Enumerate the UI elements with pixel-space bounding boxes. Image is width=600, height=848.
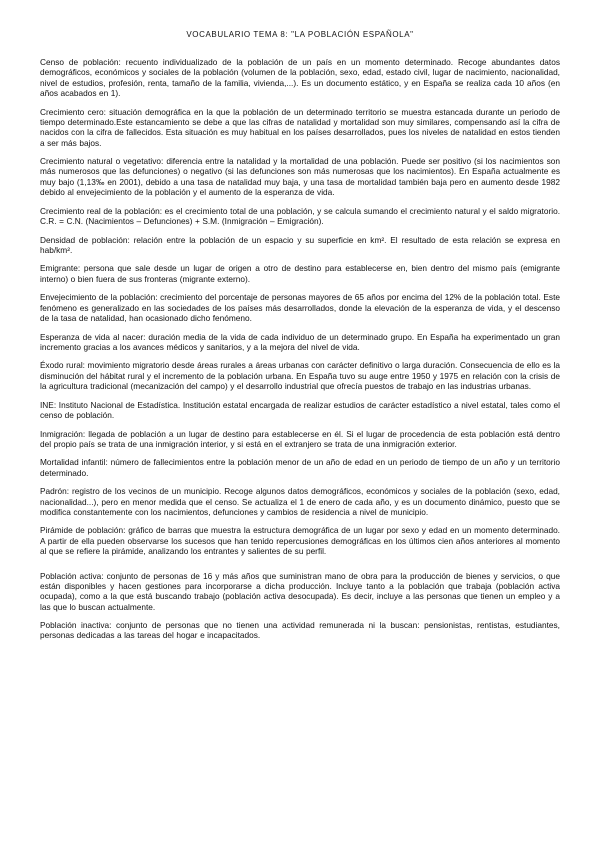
glossary-entry (40, 400, 560, 421)
glossary-entry (40, 457, 560, 478)
entry-definition: conjunto de personas que no tienen una actividad remunerada ni la buscan: pensionistas, rentistas, estudiantes, personas dedicadas a las tareas del hogar e incapacitados. (40, 620, 560, 641)
entry-definition: número de fallecimientos entre la población menor de un año de edad en un periodo de tiempo de un año y un territorio determinado. (40, 457, 561, 478)
glossary-entry (40, 292, 560, 323)
entry-term: Población inactiva: (40, 620, 112, 631)
glossary-entry (40, 525, 560, 556)
entry-term: Esperanza de vida al nacer: (40, 331, 146, 342)
glossary-entry (40, 235, 560, 256)
glossary-entry (40, 263, 560, 284)
entry-definition: registro de los vecinos de un municipio. Recoge algunos datos demográficos, económicos y sociales de la población (sexo, edad, nacionalidad...), pero en menor medida que el censo. Se actualiza el 1 de enero de cada año, y es un documento dinámico, puesto que se modifica constantemente con los nacimientos, defunciones y cambios de residencia a nivel de municipio. (40, 486, 560, 517)
entry-term: INE: (40, 399, 57, 410)
glossary-entry (40, 332, 560, 353)
entry-term: Éxodo rural: (40, 360, 85, 371)
glossary-list (40, 57, 560, 649)
entry-term: Crecimiento real de la población: (40, 205, 163, 216)
entry-term: Crecimiento natural o vegetativo: (40, 156, 164, 167)
glossary-entry (40, 206, 560, 227)
glossary-entry (40, 360, 560, 391)
entry-term: Crecimiento cero: (40, 106, 106, 117)
entry-definition: situación demográfica en la que la población de un determinado territorio se muestra estancada durante un periodo de tiempo determinado.Este estancamiento se debe a que las cifras de natalidad y mortalidad son muy similares, compensando así la cifra de nacidos con la cifra de fallecidos. Esta situación es muy habitual en los países desarrollados, pues los niveles de natalidad en estos tienden a ser más bajos. (40, 106, 561, 148)
glossary-entry (40, 486, 560, 517)
entry-definition: diferencia entre la natalidad y la mortalidad de una población. Puede ser positivo (si los nacimientos son más numerosos que las defunciones) o negativo (si las defunciones son más numerosas que los nacimientos). En España actualmente es muy bajo (1,13‰ en 2001), debido a una tasa de natalidad muy baja, y una tasa de mortalidad también baja pero en aumento desde 1982 debido al envejecimiento de la población y el aumento de la esperanza de vida. (40, 156, 561, 198)
entry-term: Padrón: (40, 486, 70, 497)
entry-term: Población activa: (40, 570, 104, 581)
entry-definition: recuento individualizado de la población de un país en un momento determinado. Recoge abundantes datos demográficos, económicos y sociales de la población (volumen de la población, sexo, edad, estado civil, lugar de nacimiento, nacionalidad, nivel de estudios, profesión, renta, tamaño de la familia, vivienda,...). Es un documento estático, y en España se realiza cada 10 años (en años acabados en 1). (40, 57, 560, 99)
entry-term: Mortalidad infantil: (40, 457, 108, 468)
glossary-entry (40, 620, 560, 641)
glossary-entry (40, 57, 560, 98)
entry-definition: conjunto de personas de 16 y más años que suministran mano de obra para la producción de bienes y servicios, o que están disponibles y hacen gestiones para incorporarse a dicha producción. Incluye tanto a la población que trabaja (población activa ocupada), como a la que está buscando trabajo (población activa desocupada). Es decir, incluye a las personas que tienen un empleo y a las que lo buscan actualmente. (40, 570, 560, 612)
entry-term: Emigrante: (40, 263, 81, 274)
entry-definition: gráfico de barras que muestra la estructura demográfica de un lugar por sexo y edad en un momento determinado. A partir de ella pueden observarse los sucesos que han tenido repercusiones demográficas en los últimos cien años anteriores al momento al que se refiere la pirámide, analizando los entrantes y salientes de su perfil. (40, 525, 560, 557)
entry-definition: duración media de la vida de cada individuo de un determinado grupo. En España ha experimentado un gran incremento gracias a los avances médicos y sanitarios, y a la mejora del nivel de vida. (40, 331, 560, 352)
entry-definition: Instituto Nacional de Estadística. Institución estatal encargada de realizar estudios de carácter estadístico a nivel estatal, tales como el censo de población. (40, 399, 560, 420)
entry-term: Inmigración: (40, 428, 86, 439)
entry-definition: es el crecimiento total de una población, y se calcula sumando el crecimiento natural y el saldo migratorio. C.R. = C.N. (Nacimientos – Defunciones) + S.M. (Inmigración – Emigración). (40, 205, 561, 227)
entry-definition: llegada de población a un lugar de destino para establecerse en él. Si el lugar de procedencia de esta población está dentro del propio país se trata de una inmigración interior, y si está en el extranjero se trata de una inmigración exterior. (40, 428, 560, 449)
glossary-entry (40, 107, 560, 148)
glossary-entry (40, 156, 560, 197)
entry-term: Pirámide de población: (40, 525, 126, 536)
entry-term: Envejecimiento de la población: (40, 292, 158, 303)
entry-term: Densidad de población: (40, 234, 130, 245)
entry-definition: movimiento migratorio desde áreas rurales a áreas urbanas con carácter definitivo o larga duración. Consecuencia de ello es la disminución del hábitat rural y el incremento de la población urbana. En España tuvo su auge entre 1950 y 1975 en relación con la crisis de la agricultura tradicional (mecanización del campo) y el desarrollo industrial que ofrecía puestos de trabajo en las industrias urbanas. (40, 360, 560, 392)
entry-definition: crecimiento del porcentaje de personas mayores de 65 años por encima del 12% de la población total. Este fenómeno es generalizado en las sociedades de los países más desarrollados, donde la elevación de la esperanza de vida, y el descenso de la tasa de natalidad, han ocasionado dicho fenómeno. (40, 292, 560, 323)
entry-definition: persona que sale desde un lugar de origen a otro de destino para establecerse en, bien dentro del mismo país (emigrante interno) o bien fuera de sus fronteras (migrante externo). (40, 263, 560, 284)
document-title: VOCABULARIO TEMA 8: "LA POBLACIÓN ESPAÑOLA" (186, 30, 414, 39)
entry-term: Censo de población: (40, 57, 121, 67)
entry-definition: relación entre la población de un espacio y su superficie en km². El resultado de esta relación se expresa en hab/km². (40, 234, 560, 255)
glossary-entry (40, 571, 560, 612)
glossary-entry (40, 429, 560, 450)
